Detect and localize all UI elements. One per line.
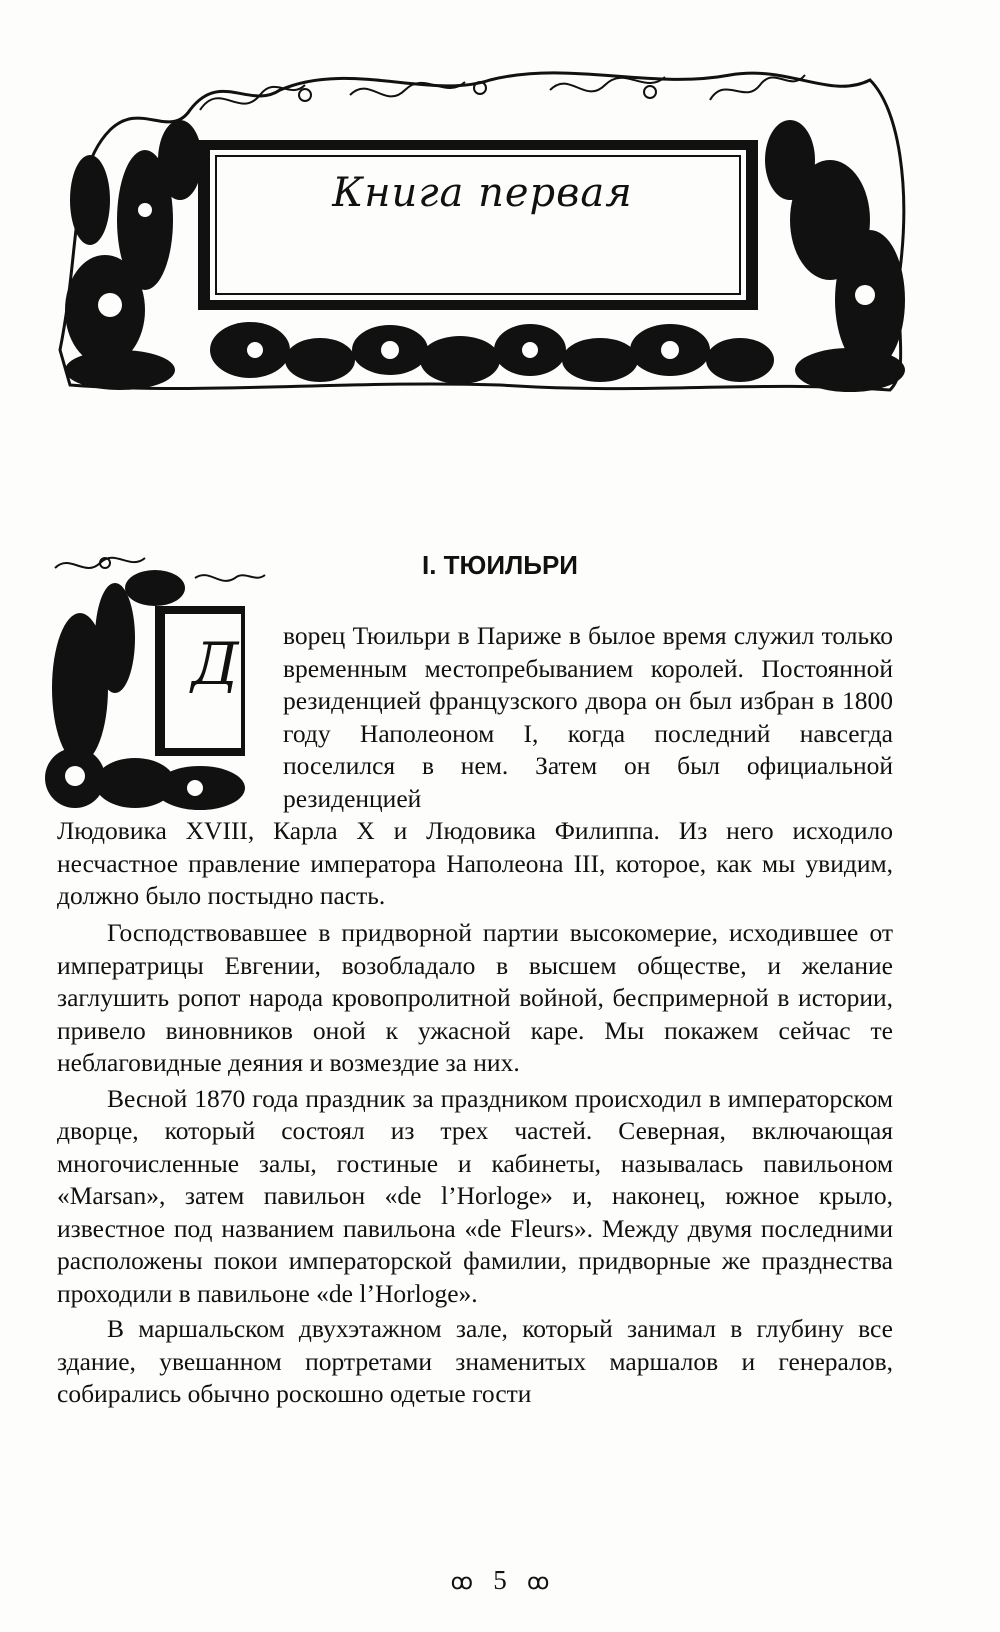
paragraph-4: В маршальском двухэтажном зале, который занимал в глубину все здание, увешанном портретами знаменитых маршалов и генералов, собирались обычно роскошно одетые гости	[57, 1314, 893, 1408]
page-footer	[400, 1565, 600, 1596]
paragraph-3: Весной 1870 года праздник за праздником происходил в императорском дворце, который состоял из трех частей. Северная, включающая многочисленные залы, гостиные и кабинеты, называлась павильоном «Marsan», затем павильон «de l’Horloge» и, наконец, южное крыло, известное под названием павильона «de Fleurs». Между двумя последними расположены покои императорской фамилии, придворные же празднества проходили в павильоне «de l’Horloge».	[57, 1083, 893, 1308]
paragraph-2: Господствовавшее в придворной партии высокомерие, исходившее от императрицы Евгении, возобладало в высшем обществе, и желание заглушить ропот народа кровопролитной войной, беспримерной в истории, привело виновников оной к ужасной каре. Мы покажем сейчас те неблаговидные деяния и возмездие за них.	[57, 918, 893, 1077]
ornament-left-icon: ꝏ	[450, 1569, 473, 1594]
chapter-title: I. ТЮИЛЬРИ	[421, 550, 578, 580]
drop-cap-letter: Д	[191, 630, 239, 698]
paragraph-1-first-part: ворец Тюильри в Париже в былое время служил только временным местопребыванием королей. Постоянной резиденцией французского двора он был избран в 1800 году Наполеоном I, когда последний навсегда поселился в нем. Затем он был официальной резиденцией	[283, 621, 893, 813]
paragraph-1-continuation: Людовика XVIII, Карла X и Людовика Филиппа. Из него исходило несчастное правление императора Наполеона III, которое, как мы увидим, должно было постыдно пасть.	[57, 816, 893, 910]
decorative-banner	[50, 50, 920, 400]
floral-frame-illustration	[50, 50, 920, 400]
page-number: 5	[493, 1565, 507, 1595]
book-title: Книга первая	[332, 170, 633, 216]
body-text	[57, 917, 893, 1414]
ornament-right-icon: ꝏ	[527, 1569, 550, 1594]
